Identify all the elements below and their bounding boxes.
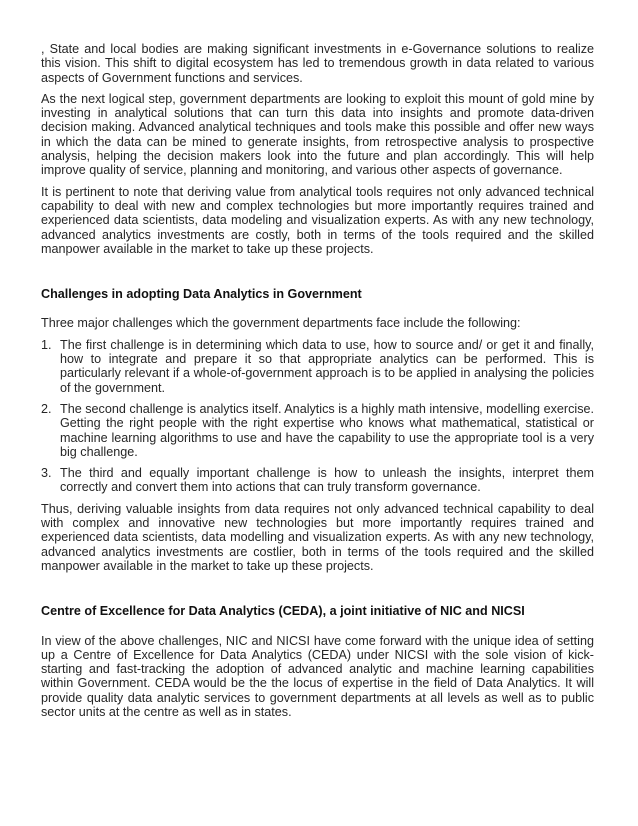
list-item-text: The second challenge is analytics itself. Analytics is a highly math intensive, modelling exercise. Getting the right people with the right expertise who knows what mathematical, statistical or machine learning algorithms to use and have the capability to use the appropriate tool is a very big challenge.	[60, 401, 594, 459]
challenges-list	[41, 338, 594, 495]
heading-ceda: Centre of Excellence for Data Analytics (CEDA), a joint initiative of NIC and NICSI	[41, 604, 525, 619]
challenges-intro: Three major challenges which the government departments face include the following:	[41, 316, 521, 331]
document-page	[41, 42, 594, 726]
heading-challenges: Challenges in adopting Data Analytics in Government	[41, 287, 362, 302]
list-item-text: The first challenge is in determining which data to use, how to source and/ or get it and finally, how to integrate and prepare it so that appropriate analytics can be performed. This is particularly relevant if a whole-of-government approach is to be applied in analysing the policies of the government.	[60, 337, 594, 395]
paragraph-analytics-next-step: As the next logical step, government departments are looking to exploit this mount of gold mine by investing in analytical solutions that can turn this data into insights and promote data-driven decision making. Advanced analytical techniques and tools make this possible and offer new ways in which the data can be mined to generate insights, from retrospective analysis to prospective analysis, helping the decision makers look into the future and plan accordingly. This will help improve quality of service, planning and monitoring, and various other aspects of governance.	[41, 91, 594, 178]
list-item-number: 2.	[41, 401, 52, 416]
list-item-number: 3.	[41, 466, 52, 481]
list-item	[41, 402, 594, 459]
list-item	[41, 466, 594, 495]
paragraph-pertinent-note: It is pertinent to note that deriving value from analytical tools requires not only advanced technical capability to deal with new and complex technologies but more importantly requires trained and experienced data scientists, data modeling and visualization experts. As with any new technology, advanced analytics investments are costly, both in terms of the tools required and the skilled manpower available in the market to take up these projects.	[41, 184, 594, 256]
ceda-body: In view of the above challenges, NIC and NICSI have come forward with the unique idea of setting up a Centre of Excellence for Data Analytics (CEDA) under NICSI with the sole vision of kick-starting and fast-tracking the adoption of advanced analytic and machine learning capabilities within Government. CEDA would be the the locus of expertise in the field of Data Analytics. It will provide quality data analytic services to government departments at all levels as well as to public sector units at the centre as well as in states.	[41, 633, 594, 719]
challenges-conclusion: Thus, deriving valuable insights from data requires not only advanced technical capability to deal with complex and innovative new technologies but more importantly requires trained and experienced data scientists, data modelling and visualization experts. As with any new technology, advanced analytics investments are costlier, both in terms of the tools required and the skilled manpower available in the market to take up these projects.	[41, 501, 594, 573]
list-item-text: The third and equally important challenge is how to unleash the insights, interpret them correctly and convert them into actions that can truly transform governance.	[60, 466, 594, 495]
list-item	[41, 338, 594, 395]
paragraph-intro-continuation: , State and local bodies are making significant investments in e-Governance solutions to realize this vision. This shift to digital ecosystem has led to tremendous growth in data related to various aspects of Government functions and services.	[41, 42, 594, 85]
list-item-number: 1.	[41, 337, 52, 352]
